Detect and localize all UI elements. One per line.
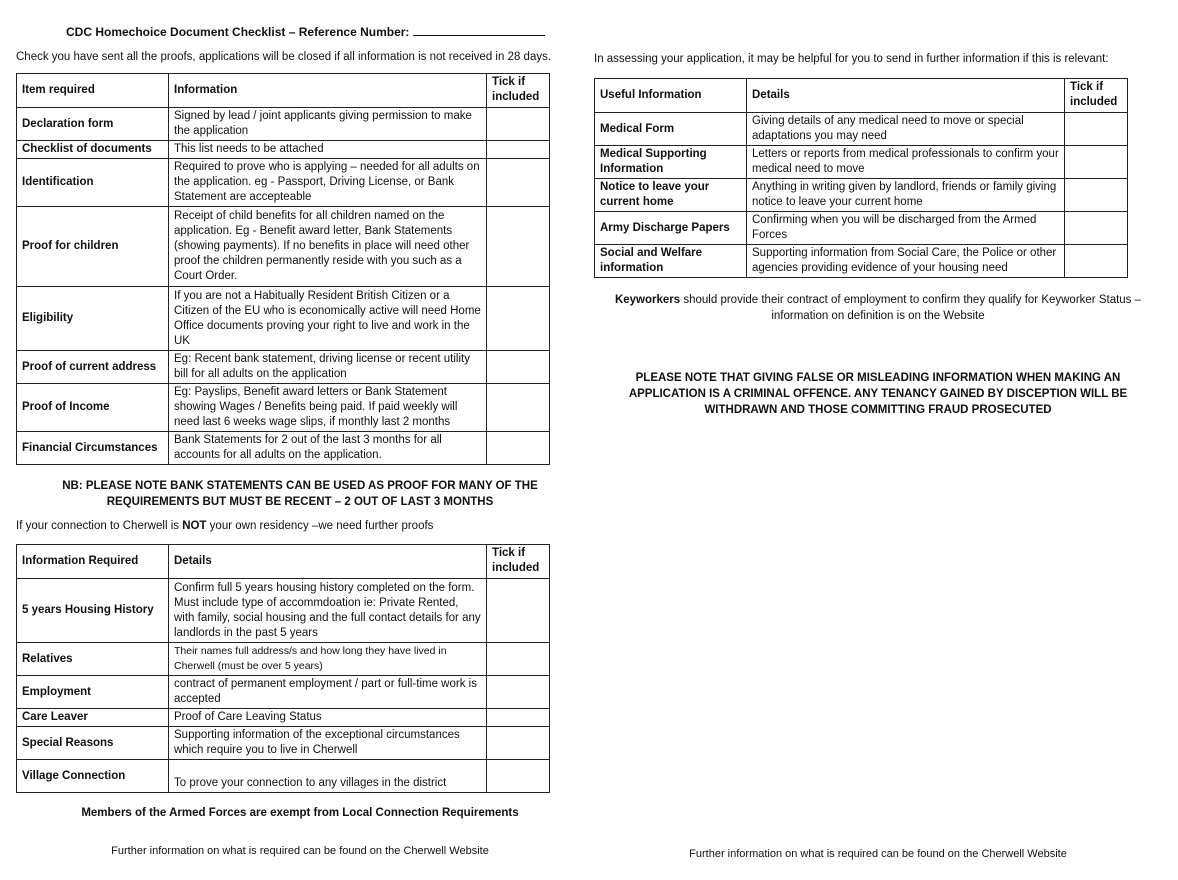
keyworkers-label: Keyworkers (614, 294, 681, 306)
row-info: Letters or reports from medical professionals to confirm your medical need to move (747, 146, 1065, 179)
useful-information-table (594, 78, 1128, 278)
row-info: Receipt of child benefits for all children named on the application. Eg - Benefit award letter, Bank Statements (showing payments). If no benefits in place will need other proof the children permanently reside with you such as a Court Order. (169, 207, 487, 287)
armed-forces-note: Members of the Armed Forces are exempt from Local Connection Requirements (81, 807, 519, 819)
tick-box[interactable] (1065, 113, 1128, 146)
table-row (17, 384, 550, 432)
connection-intro (16, 520, 433, 532)
footer-left: Further information on what is required can be found on the Cherwell Website (111, 845, 489, 857)
tick-box[interactable] (1065, 179, 1128, 212)
row-item: Checklist of documents (17, 141, 169, 159)
row-info: To prove your connection to any villages in the district (169, 760, 487, 793)
table-row (17, 709, 550, 727)
tick-box[interactable] (487, 709, 550, 727)
row-info: If you are not a Habitually Resident British Citizen or a Citizen of the EU who is economically active will need Home Office documents proving your right to live and work in the UK (169, 287, 487, 351)
table-row (17, 141, 550, 159)
row-item: Medical Form (595, 113, 747, 146)
table-row (17, 159, 550, 207)
tick-box[interactable] (487, 727, 550, 760)
row-item: Army Discharge Papers (595, 212, 747, 245)
column-header: Tick if included (1065, 79, 1128, 113)
tick-box[interactable] (1065, 212, 1128, 245)
row-info: Confirming when you will be discharged from the Armed Forces (747, 212, 1065, 245)
right-intro-text: In assessing your application, it may be helpful for you to send in further information if this is relevant: (594, 53, 1109, 65)
row-item: Declaration form (17, 108, 169, 141)
row-item: Social and Welfare information (595, 245, 747, 278)
row-info: Their names full address/s and how long they have lived in Cherwell (must be over 5 years) (169, 643, 487, 676)
table-row (595, 212, 1128, 245)
table-header-row (17, 74, 550, 108)
row-item: Medical Supporting Information (595, 146, 747, 179)
footer-right: Further information on what is required can be found on the Cherwell Website (689, 848, 1067, 860)
row-info: Eg: Payslips, Benefit award letters or Bank Statement showing Wages / Benefits being paid. If paid weekly will need last 6 weeks wage slips, if monthly last 2 months (169, 384, 487, 432)
tick-box[interactable] (487, 141, 550, 159)
tick-box[interactable] (487, 760, 550, 793)
row-item: Notice to leave your current home (595, 179, 747, 212)
row-item: Proof for children (17, 207, 169, 287)
column-header: Item required (17, 74, 169, 108)
tick-box[interactable] (487, 108, 550, 141)
table-row (17, 760, 550, 793)
fraud-warning: PLEASE NOTE THAT GIVING FALSE OR MISLEADING INFORMATION WHEN MAKING AN APPLICATION IS A CRIMINAL OFFENCE. ANY TENANCY GAINED BY DISCEPTION WILL BE WITHDRAWN AND THOSE COMMITTING FRAUD PROSECUTED (628, 372, 1128, 416)
intro-text: Check you have sent all the proofs, applications will be closed if all information is not received in 28 days. (16, 51, 552, 63)
row-item: 5 years Housing History (17, 579, 169, 643)
main-checklist-table (16, 73, 550, 465)
tick-box[interactable] (487, 351, 550, 384)
connection-intro-before: If your connection to Cherwell is (16, 520, 183, 532)
tick-box[interactable] (487, 384, 550, 432)
table-row (17, 108, 550, 141)
row-item: Care Leaver (17, 709, 169, 727)
column-header: Tick if included (487, 74, 550, 108)
table-row (17, 351, 550, 384)
table-row (595, 245, 1128, 278)
column-header: Details (747, 79, 1065, 113)
row-item: Proof of current address (17, 351, 169, 384)
row-item: Special Reasons (17, 727, 169, 760)
table-row (17, 676, 550, 709)
row-info: Eg: Recent bank statement, driving license or recent utility bill for all adults on the application (169, 351, 487, 384)
bank-statement-note: NB: PLEASE NOTE BANK STATEMENTS CAN BE USED AS PROOF FOR MANY OF THE REQUIREMENTS BUT MUST BE RECENT – 2 OUT OF LAST 3 MONTHS (62, 480, 538, 508)
connection-intro-after: your own residency –we need further proofs (206, 520, 434, 532)
keyworkers-note (594, 292, 1162, 324)
row-info: Supporting information of the exceptional circumstances which require you to live in Cherwell (169, 727, 487, 760)
row-item: Village Connection (17, 760, 169, 793)
page-title (66, 24, 545, 39)
table-header-row (595, 79, 1128, 113)
connection-table (16, 544, 550, 793)
tick-box[interactable] (487, 207, 550, 287)
reference-number-line (413, 24, 545, 36)
row-info: Proof of Care Leaving Status (169, 709, 487, 727)
row-info: Required to prove who is applying – needed for all adults on the application. eg - Passport, Driving License, or Bank Statement are accepteable (169, 159, 487, 207)
row-info: Confirm full 5 years housing history completed on the form. Must include type of accommdoation ie: Private Rented, with family, social housing and the full contact details for any landlords in the past 5 years (169, 579, 487, 643)
column-header: Information (169, 74, 487, 108)
row-info: contract of permanent employment / part or full-time work is accepted (169, 676, 487, 709)
row-item: Financial Circumstances (17, 432, 169, 465)
column-header: Tick if included (487, 545, 550, 579)
tick-box[interactable] (487, 579, 550, 643)
column-header: Information Required (17, 545, 169, 579)
tick-box[interactable] (487, 676, 550, 709)
table-row (17, 287, 550, 351)
row-item: Employment (17, 676, 169, 709)
row-item: Eligibility (17, 287, 169, 351)
row-item: Relatives (17, 643, 169, 676)
tick-box[interactable] (487, 643, 550, 676)
keyworkers-text: should provide their contract of employment to confirm they qualify for Keyworker Status – information on definition is on the Website (680, 294, 1142, 322)
table-row (595, 179, 1128, 212)
row-info: Anything in writing given by landlord, friends or family giving notice to leave your current home (747, 179, 1065, 212)
table-row (17, 579, 550, 643)
table-row (17, 207, 550, 287)
column-header: Useful Information (595, 79, 747, 113)
row-info: Signed by lead / joint applicants giving permission to make the application (169, 108, 487, 141)
row-item: Identification (17, 159, 169, 207)
row-item: Proof of Income (17, 384, 169, 432)
tick-box[interactable] (487, 159, 550, 207)
row-info: Giving details of any medical need to move or special adaptations you may need (747, 113, 1065, 146)
row-info: Supporting information from Social Care, the Police or other agencies providing evidence of your housing need (747, 245, 1065, 278)
title-text: CDC Homechoice Document Checklist – Reference Number: (66, 25, 410, 39)
table-row (17, 432, 550, 465)
table-header-row (17, 545, 550, 579)
table-row (595, 113, 1128, 146)
row-info: Bank Statements for 2 out of the last 3 months for all accounts for all adults on the application. (169, 432, 487, 465)
table-row (595, 146, 1128, 179)
table-row (17, 643, 550, 676)
tick-box[interactable] (1065, 146, 1128, 179)
tick-box[interactable] (487, 287, 550, 351)
tick-box[interactable] (487, 432, 550, 465)
row-info: This list needs to be attached (169, 141, 487, 159)
tick-box[interactable] (1065, 245, 1128, 278)
connection-intro-emphasis: NOT (182, 520, 207, 532)
table-row (17, 727, 550, 760)
column-header: Details (169, 545, 487, 579)
